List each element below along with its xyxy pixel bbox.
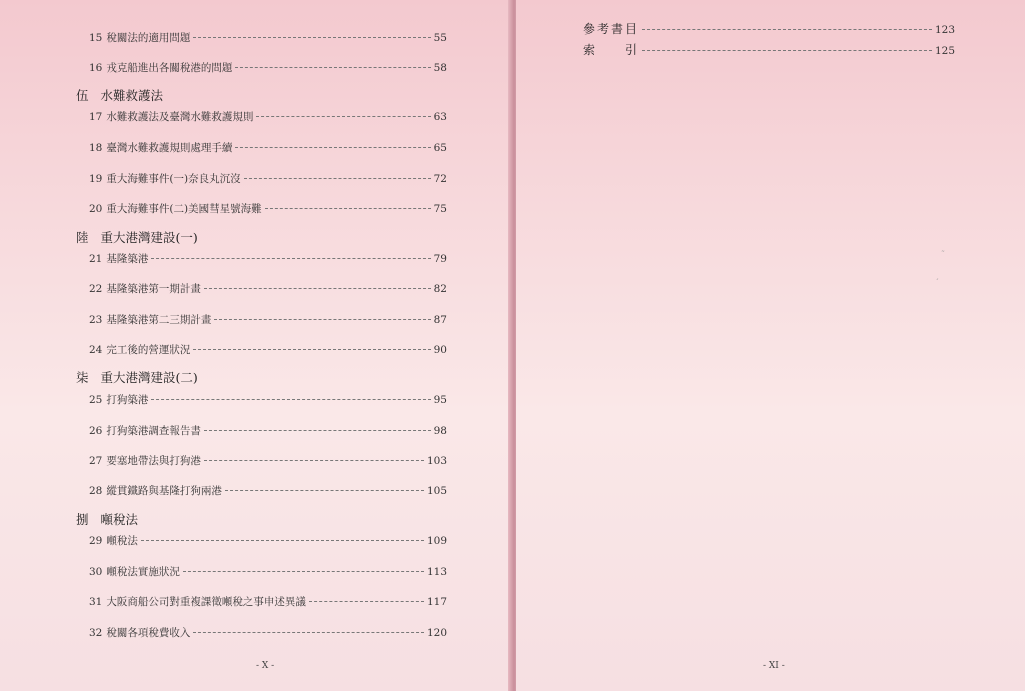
dot-leader [214,319,430,320]
entry-title: 縱貫鐵路與基隆打狗兩港 [106,485,222,497]
entry-title: 噸稅法 [106,535,138,547]
toc-entry-17[interactable] [89,110,447,124]
dot-leader [244,178,431,179]
page-folio-left: - X - [256,661,275,671]
entry-title: 基隆築港第一期計畫 [106,283,201,295]
toc-entry-index[interactable] [583,41,955,58]
entry-number: 19 [89,173,103,185]
dot-leader [151,399,430,400]
entry-number: 15 [89,32,103,44]
section-title: 重大港灣建設(二) [100,370,198,385]
dot-leader [193,37,430,38]
entry-number: 30 [89,566,103,578]
right-page [516,0,1025,691]
dot-leader [642,50,932,51]
section-number: 陸 [76,230,89,245]
entry-number: 20 [89,203,103,215]
entry-title: 重大海難事件(一)奈良丸沉沒 [106,173,241,185]
entry-title: 參考書目 [583,22,640,36]
entry-page: 75 [433,203,447,215]
entry-page: 87 [433,314,447,326]
entry-title: 打狗築港 [106,394,149,406]
toc-entry-20[interactable] [89,202,447,216]
entry-title: 打狗築港調查報告書 [106,425,201,437]
toc-entry-31[interactable] [89,595,447,609]
section-title: 水難救護法 [100,88,164,103]
entry-page: 120 [426,627,447,639]
entry-page: 98 [433,425,447,437]
toc-entry-references[interactable] [583,20,955,37]
entry-title: 臺灣水難救護規則處理手續 [106,142,233,154]
section-heading-7 [76,368,198,386]
toc-entry-16[interactable] [89,61,447,75]
dot-leader [235,67,430,68]
toc-entry-19[interactable] [89,172,447,186]
entry-page: 58 [433,62,447,74]
dot-leader [193,632,424,633]
dot-leader [193,349,430,350]
toc-entry-22[interactable] [89,282,447,296]
toc-entry-27[interactable] [89,454,447,468]
page-folio-right: - XI - [763,661,785,671]
entry-number: 16 [89,62,103,74]
dot-leader [141,540,424,541]
entry-title: 要塞地帶法與打狗港 [106,455,201,467]
entry-page: 79 [433,253,447,265]
section-title: 噸稅法 [100,512,139,527]
dot-leader [309,601,424,602]
section-heading-6 [76,228,198,246]
entry-page: 90 [433,344,447,356]
entry-page: 82 [433,283,447,295]
entry-page: 125 [934,45,955,57]
entry-page: 65 [433,142,447,154]
toc-entry-15[interactable] [89,31,447,45]
toc-entry-30[interactable] [89,565,447,579]
dot-leader [204,460,424,461]
section-number: 伍 [76,88,89,103]
entry-number: 29 [89,535,103,547]
entry-title: 基隆築港第二三期計畫 [106,314,212,326]
entry-number: 23 [89,314,103,326]
entry-number: 17 [89,111,103,123]
toc-entry-24[interactable] [89,343,447,357]
left-page [0,0,512,691]
toc-entry-18[interactable] [89,141,447,155]
entry-page: 72 [433,173,447,185]
entry-title: 稅關法的適用問題 [106,32,191,44]
dot-leader [225,490,424,491]
toc-entry-26[interactable] [89,424,447,438]
entry-page: 117 [426,596,447,608]
entry-title: 完工後的營運狀況 [106,344,191,356]
entry-title: 基隆築港 [106,253,149,265]
section-heading-5 [76,86,163,104]
section-title: 重大港灣建設(一) [100,230,198,245]
paper-speck: ˜ [941,250,945,259]
entry-page: 109 [426,535,447,547]
entry-page: 123 [934,24,955,36]
entry-number: 28 [89,485,103,497]
toc-entry-21[interactable] [89,252,447,266]
dot-leader [204,430,431,431]
toc-entry-25[interactable] [89,393,447,407]
table-of-contents-left [0,0,512,691]
dot-leader [265,208,431,209]
entry-title: 稅關各項稅費收入 [106,627,191,639]
entry-number: 18 [89,142,103,154]
entry-number: 27 [89,455,103,467]
toc-entry-28[interactable] [89,484,447,498]
paper-speck: ˊ [935,278,939,287]
section-heading-8 [76,510,138,528]
entry-title: 噸稅法實施狀況 [106,566,180,578]
dot-leader [235,147,430,148]
dot-leader [642,29,932,30]
toc-entry-23[interactable] [89,313,447,327]
entry-page: 63 [433,111,447,123]
dot-leader [183,571,424,572]
entry-title: 水難救護法及臺灣水難救護規則 [106,111,254,123]
entry-number: 24 [89,344,103,356]
entry-number: 31 [89,596,103,608]
section-number: 柒 [76,370,89,385]
entry-page: 113 [426,566,447,578]
entry-title: 索 引 [583,43,640,57]
entry-page: 95 [433,394,447,406]
entry-page: 55 [433,32,447,44]
dot-leader [151,258,430,259]
entry-number: 21 [89,253,103,265]
entry-number: 26 [89,425,103,437]
entry-number: 22 [89,283,103,295]
entry-number: 25 [89,394,103,406]
entry-title: 戎克船進出各關稅港的問題 [106,62,233,74]
dot-leader [204,288,431,289]
entry-page: 103 [426,455,447,467]
entry-page: 105 [426,485,447,497]
entry-number: 32 [89,627,103,639]
toc-entry-29[interactable] [89,534,447,548]
section-number: 捌 [76,512,89,527]
toc-entry-32[interactable] [89,626,447,640]
entry-title: 重大海難事件(二)美國彗星號海難 [106,203,262,215]
dot-leader [256,116,430,117]
entry-title: 大阪商船公司對重複課徵噸稅之事申述異議 [106,596,306,608]
